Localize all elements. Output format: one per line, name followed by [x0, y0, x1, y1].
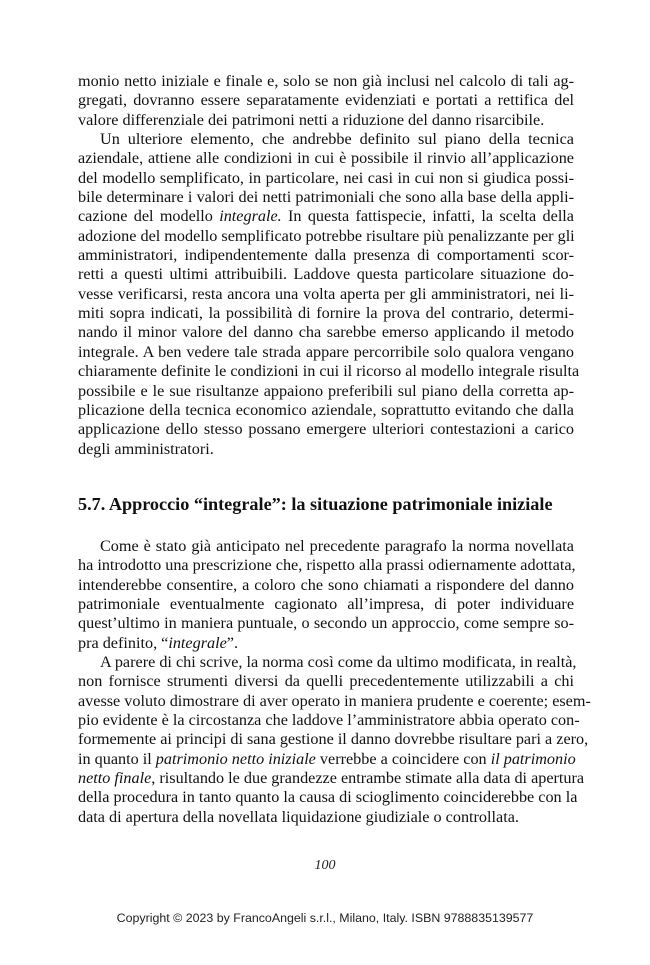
text-line: chiaramente definite le condizioni in cui il ricorso al modello integrale risulta	[78, 362, 580, 381]
text-run: , risultando le due grandezze entrambe stimate alla data di apertura	[151, 769, 585, 788]
section-heading: 5.7. Approccio “integrale”: la situazione patrimoniale iniziale	[78, 494, 553, 514]
text-line	[78, 634, 574, 653]
italic-term: patrimonio netto iniziale	[155, 749, 316, 768]
text-line: formemente ai principi di sana gestione il danno dovrebbe risultare pari a zero,	[78, 730, 589, 749]
text-line: avesse voluto dimostrare di aver operato in maniera prudente e coerente; esem-	[78, 691, 591, 710]
text-line: patrimoniale eventualmente cagionato all’impresa, di poter individuare	[78, 595, 574, 614]
text-run: verrebbe a coincidere con	[315, 749, 491, 768]
body-text-bottom	[78, 537, 591, 827]
text-run: ”.	[226, 633, 239, 652]
text-line: aziendale, attiene alle condizioni in cui è possibile il rinvio all’applicazione	[78, 149, 574, 168]
text-line: applicazione dello stesso possano emergere ulteriori contestazioni a carico	[78, 420, 574, 439]
text-line: plicazione della tecnica economico aziendale, soprattutto evitando che dalla	[78, 400, 574, 419]
italic-term: integrale.	[219, 207, 282, 226]
text-line: nando il minor valore del danno cha sarebbe emerso applicando il metodo	[78, 323, 574, 342]
text-run: cazione del modello	[78, 207, 220, 226]
text-line: quest’ultimo in maniera puntuale, o secondo un approccio, come sempre so-	[78, 614, 574, 633]
text-line	[78, 750, 574, 769]
text-line: A parere di chi scrive, la norma così come da ultimo modificata, in realtà,	[100, 653, 577, 672]
text-line: degli amministratori.	[78, 439, 214, 458]
text-line: ha introdotto una prescrizione che, rispetto alla prassi odiernamente adottata,	[78, 556, 576, 575]
text-line: intenderebbe consentire, a coloro che sono chiamati a rispondere del danno	[78, 575, 574, 594]
text-line: gregati, dovranno essere separatamente evidenziati e portati a rettifica del	[78, 91, 574, 110]
text-line: miti sopra indicati, la possibilità di fornire la prova del contrario, determi-	[78, 304, 574, 323]
paragraph	[78, 653, 591, 827]
text-line: Un ulteriore elemento, che andrebbe definito sul piano della tecnica	[100, 130, 574, 149]
text-line: retti a questi ultimi attribuibili. Laddove questa particolare situazione do-	[78, 265, 574, 284]
text-run: In questa fattispecie, infatti, la scelta della	[281, 207, 574, 226]
page-number: 100	[314, 858, 336, 873]
copyright-notice: Copyright © 2023 by FrancoAngeli s.r.l., Milano, Italy. ISBN 9788835139577	[116, 911, 534, 925]
text-line: non fornisce strumenti diversi da quelli precedentemente utilizzabili a chi	[78, 672, 574, 691]
italic-term: netto finale	[78, 769, 152, 788]
text-line: adozione del modello semplificato potrebbe risultare più penalizzante per gli	[78, 226, 575, 245]
text-line: integrale. A ben vedere tale strada appare percorribile solo qualora vengano	[78, 342, 574, 361]
body-text-top	[78, 72, 580, 459]
paragraph	[78, 537, 574, 653]
text-line: monio netto iniziale e finale e, solo se non già inclusi nel calcolo di tali ag-	[78, 72, 574, 90]
text-line: amministratori, indipendentemente dalla presenza di comportamenti scor-	[78, 246, 574, 265]
text-line: data di apertura della novellata liquidazione giudiziale o controllata.	[78, 807, 519, 826]
text-line: del modello semplificato, in particolare, nei casi in cui non si giudica possi-	[78, 168, 574, 187]
text-run: in quanto il	[78, 749, 156, 768]
text-line: pio evidente è la circostanza che laddove l’amministratore abbia operato con-	[78, 711, 580, 730]
text-line: vesse verificarsi, resta ancora una volta aperta per gli amministratori, nei li-	[78, 284, 574, 303]
text-line: bile determinare i valori dei netti patrimoniali che sono alla base della appli-	[78, 188, 574, 207]
paragraph	[78, 130, 580, 459]
text-run: pra definito, “	[78, 633, 169, 652]
text-line: valore differenziale dei patrimoni netti a riduzione del danno risarcibile.	[78, 110, 545, 129]
text-line: Come è stato già anticipato nel precedente paragrafo la norma novellata	[100, 537, 574, 555]
italic-term: il patrimonio	[490, 749, 576, 768]
text-line	[78, 769, 585, 788]
text-line: della procedura in tanto quanto la causa di scioglimento coinciderebbe con la	[78, 788, 578, 807]
italic-term: integrale	[168, 633, 227, 652]
text-line: possibile e le sue risultanze appaiono preferibili sul piano della corretta ap-	[78, 381, 574, 400]
paragraph-continued	[78, 72, 574, 130]
text-line	[78, 207, 574, 226]
